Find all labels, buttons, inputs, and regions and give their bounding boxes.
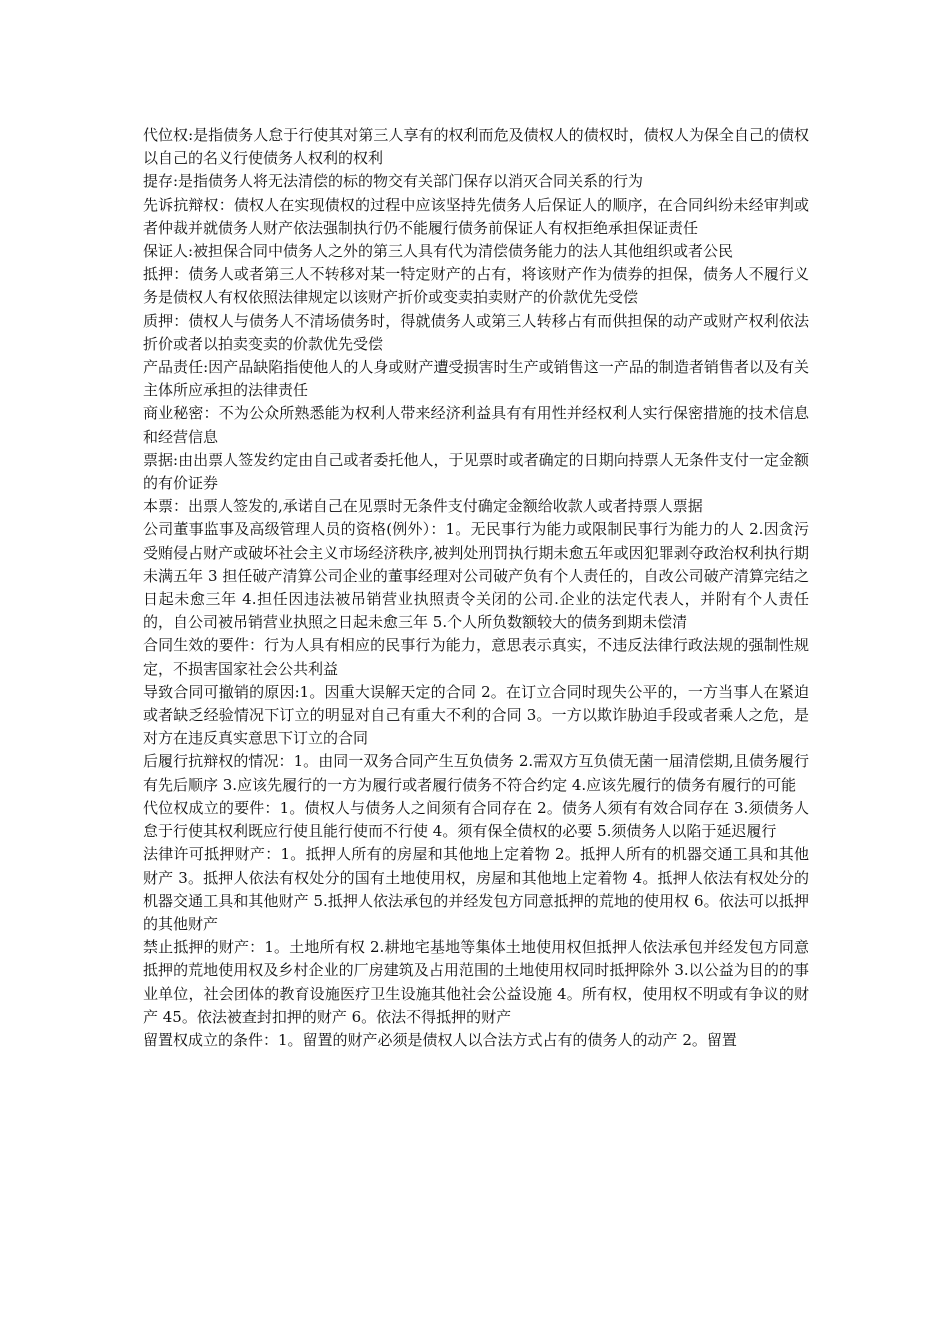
paragraph-deposit-definition: 提存:是指债务人将无法清偿的标的物交有关部门保存以消灭合同关系的行为 <box>143 172 644 191</box>
paragraph-lien-conditions: 留置权成立的条件：1。留置的财产必须是债权人以合法方式占有的债务人的动产 2。留置 <box>143 1030 737 1049</box>
paragraph-revocable-contract: 导致合同可撤销的原因:1。因重大误解天定的合同 2。在订立合同时现失公平的，一方当事人在紧迫或者缺乏经验情况下订立的明显对自己有重大不利的合同 3。一方以欺诈胁迫手段或者乘人之危，是对方在违反真实意思下订立的合同 <box>143 682 809 748</box>
paragraph-negotiable-instrument: 票据:由出票人签发约定由自己或者委托他人，于见票时或者确定的日期向持票人无条件支付一定金额的有价证券 <box>143 450 809 493</box>
paragraph-pledge-definition: 质押：债权人与债务人不清场债务时，得就债务人或第三人转移占有而供担保的动产或财产权利依法折价或者以拍卖变卖的价款优先受偿 <box>143 311 809 353</box>
paragraph-guarantor-definition: 保证人:被担保合同中债务人之外的第三人具有代为清偿债务能力的法人其他组织或者公民 <box>143 242 734 261</box>
paragraph-promissory-note: 本票：出票人签发的,承诺自己在见票时无条件支付确定金额给收款人或者持票人票据 <box>143 497 703 516</box>
paragraph-prohibited-mortgage-property: 禁止抵押的财产：1。土地所有权 2.耕地宅基地等集体土地使用权但抵押人依法承包并经发包方同意抵押的荒地使用权及乡村企业的厂房建筑及占用范围的土地使用权同时抵押除外 3.以公益为目的的事业单位，社会团体的教育设施医疗卫生设施其他社会公益设施 4。所有权，使用权不明或有争议的财产 45。依法被查封扣押的财产 6。依法不得抵押的财产 <box>143 938 809 1026</box>
paragraph-contract-validity: 合同生效的要件：行为人具有相应的民事行为能力，意思表示真实，不违反法律行政法规的强制性规定，不损害国家社会公共利益 <box>143 636 809 678</box>
paragraph-subrogation-definition: 代位权:是指债务人怠于行使其对第三人享有的权利而危及债权人的债权时，债权人为保全自己的债权以自己的名义行使债务人权利的权利 <box>143 126 809 168</box>
paragraph-trade-secret: 商业秘密：不为公众所熟悉能为权利人带来经济利益具有有用性并经权利人实行保密措施的技术信息和经营信息 <box>143 404 809 446</box>
paragraph-subrogation-requirements: 代位权成立的要件：1。债权人与债务人之间须有合同存在 2。债务人须有有效合同存在 3.须债务人怠于行使其权利既应行使且能行使而不行使 4。须有保全债权的必要 5.须债务人以陷于延迟履行 <box>143 798 809 841</box>
paragraph-mortgage-definition: 抵押：债务人或者第三人不转移对某一特定财产的占有，将该财产作为债券的担保，债务人不履行义务是债权人有权依照法律规定以该财产折价或变卖拍卖财产的价款优先受偿 <box>143 265 809 307</box>
paragraph-product-liability: 产品责任:因产品缺陷指使他人的人身或财产遭受损害时生产或销售这一产品的制造者销售者以及有关主体所应承担的法律责任 <box>143 358 809 400</box>
paragraph-director-qualifications: 公司董事监事及高级管理人员的资格(例外）：1。无民事行为能力或限制民事行为能力的人 2.因贪污受贿侵占财产或破坏社会主义市场经济秩序,被判处刑罚执行期未愈五年或因犯罪剥夺政治权利执行期未满五年 3 担任破产清算公司企业的董事经理对公司破产负有个人责任的，自改公司破产清算完结之日起未愈三年 4.担任因违法被吊销营业执照责令关闭的公司.企业的法定代表人，并附有个人责任的，自公司被吊销营业执照之日起未愈三年 5.个人所负数额较大的债务到期未偿清 <box>143 520 809 632</box>
paragraph-permitted-mortgage-property: 法律许可抵押财产：1。抵押人所有的房屋和其他地上定着物 2。抵押人所有的机器交通工具和其他财产 3。抵押人依法有权处分的国有土地使用权，房屋和其他地上定着物 4。抵押人依法有权处分的机器交通工具和其他财产 5.抵押人依法承包的并经发包方同意抵押的荒地的使用权 6。依法可以抵押的其他财产 <box>143 845 809 933</box>
paragraph-subsequent-performance-defense: 后履行抗辩权的情况：1。由同一双务合同产生互负债务 2.需双方互负债无菌一届清偿期,且债务履行有先后顺序 3.应该先履行的一方为履行或者履行债务不符合约定 4.应该先履行的债务有履行的可能 <box>143 752 809 794</box>
document-body <box>143 124 809 1052</box>
paragraph-defense-of-prior-action: 先诉抗辩权：债权人在实现债权的过程中应该坚持先债务人后保证人的顺序，在合同纠纷未经审判或者仲裁并就债务人财产依法强制执行仍不能履行债务前保证人有权拒绝承担保证责任 <box>143 195 809 237</box>
